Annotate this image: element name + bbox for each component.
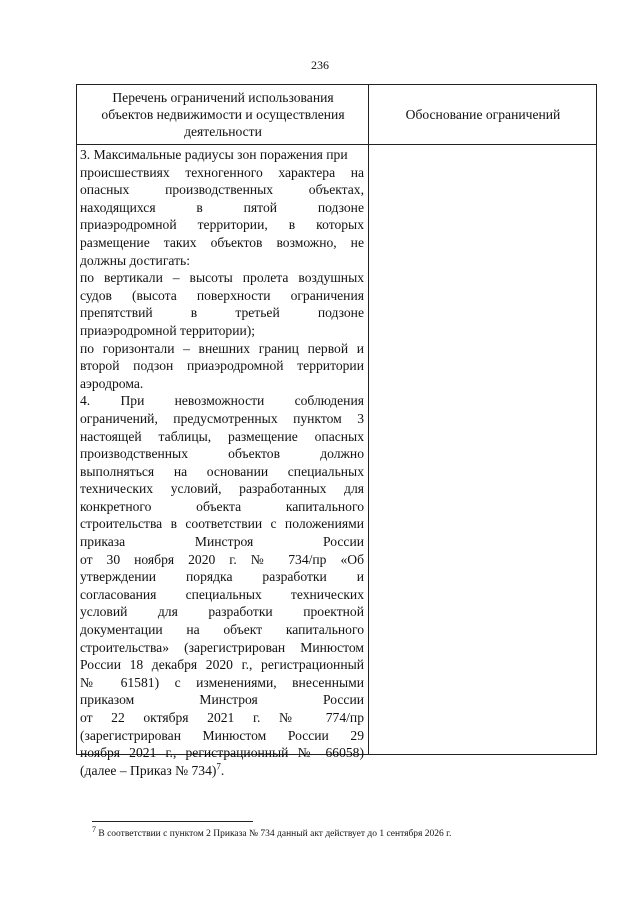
- footnote-ref: 7: [216, 761, 221, 772]
- text-line: приаэродромной территории);: [80, 322, 256, 338]
- text-line: находящихся в пятой подзоне: [80, 199, 364, 215]
- text-line: № 61581) с изменениями, внесенными: [80, 674, 364, 690]
- header-line: деятельности: [184, 124, 262, 139]
- text-line: ноября 2021 г., регистрационный № 66058): [80, 745, 364, 761]
- text-line: 3. Максимальные радиусы зон поражения при: [80, 147, 348, 162]
- text-line: условий для разработки проектной: [80, 604, 364, 620]
- text-line: происшествиях техногенного характера на: [80, 164, 364, 180]
- restrictions-cell: [80, 146, 364, 779]
- text-line: утверждении порядка разработки и: [80, 569, 364, 585]
- text-line: конкретного объекта капитального: [80, 498, 364, 514]
- text-line: выполняться на основании специальных: [80, 463, 364, 479]
- text-line: от 30 ноября 2020 г. № 734/пр «Об: [80, 551, 364, 567]
- header-line: Перечень ограничений использования: [112, 90, 334, 105]
- text-line: препятствий в третьей подзоне: [80, 305, 364, 321]
- text-line: (далее – Приказ № 734): [80, 762, 217, 778]
- footnote-mark: 7: [92, 824, 96, 834]
- column-divider: [368, 85, 369, 754]
- text-line: (зарегистрирован Минюстом России 29: [80, 727, 364, 743]
- text-line: строительства в соответствии с положениями: [80, 516, 364, 532]
- text-line: документации на объект капитального: [80, 622, 364, 638]
- text-line: от 22 октября 2021 г. № 774/пр: [80, 710, 364, 725]
- text-line: согласования специальных технических: [80, 586, 364, 602]
- header-line: объектов недвижимости и осуществления: [101, 107, 345, 122]
- text-line: по горизонтали – внешних границ первой и: [80, 340, 364, 356]
- footnote-separator: [92, 821, 253, 822]
- text-line: приказа Минстроя России: [80, 534, 364, 550]
- text-line: по вертикали – высоты пролета воздушных: [80, 270, 364, 286]
- text-line: ограничений, предусмотренных пунктом 3: [80, 410, 364, 426]
- footnote: [92, 824, 612, 840]
- footnote-text: В соответствии с пунктом 2 Приказа № 734 данный акт действует до 1 сентября 2026 г.: [98, 829, 452, 839]
- text-line: аэродрома.: [80, 375, 144, 391]
- text-line: приказом Минстроя России: [80, 692, 364, 708]
- text-line: настоящей таблицы, размещение опасных: [80, 428, 364, 444]
- text-line: должны достигать:: [80, 252, 190, 268]
- text-line-last: (далее – Приказ № 734)$^7$.: [80, 761, 225, 778]
- text-line: судов (высота поверхности ограничения: [80, 287, 364, 303]
- text-line: размещение таких объектов возможно, не: [80, 234, 364, 250]
- header-justification: Обоснование ограничений: [405, 107, 561, 122]
- text-line: второй подзон приаэродромной территории: [80, 358, 364, 374]
- text-line: 4. При невозможности соблюдения: [80, 393, 364, 409]
- restrictions-table: [76, 84, 597, 778]
- text-line: приаэродромной территории, в которых: [80, 217, 364, 233]
- text-line: производственных объектов должно: [80, 446, 364, 462]
- text-line: строительства» (зарегистрирован Минюстом: [80, 639, 364, 655]
- text-line: России 18 декабря 2020 г., регистрационный: [80, 657, 364, 673]
- text-line: технических условий, разработанных для: [80, 481, 364, 497]
- header-restrictions-list: [83, 89, 363, 140]
- page-number: 236: [311, 58, 329, 72]
- text-line: опасных производственных объектах,: [80, 182, 364, 198]
